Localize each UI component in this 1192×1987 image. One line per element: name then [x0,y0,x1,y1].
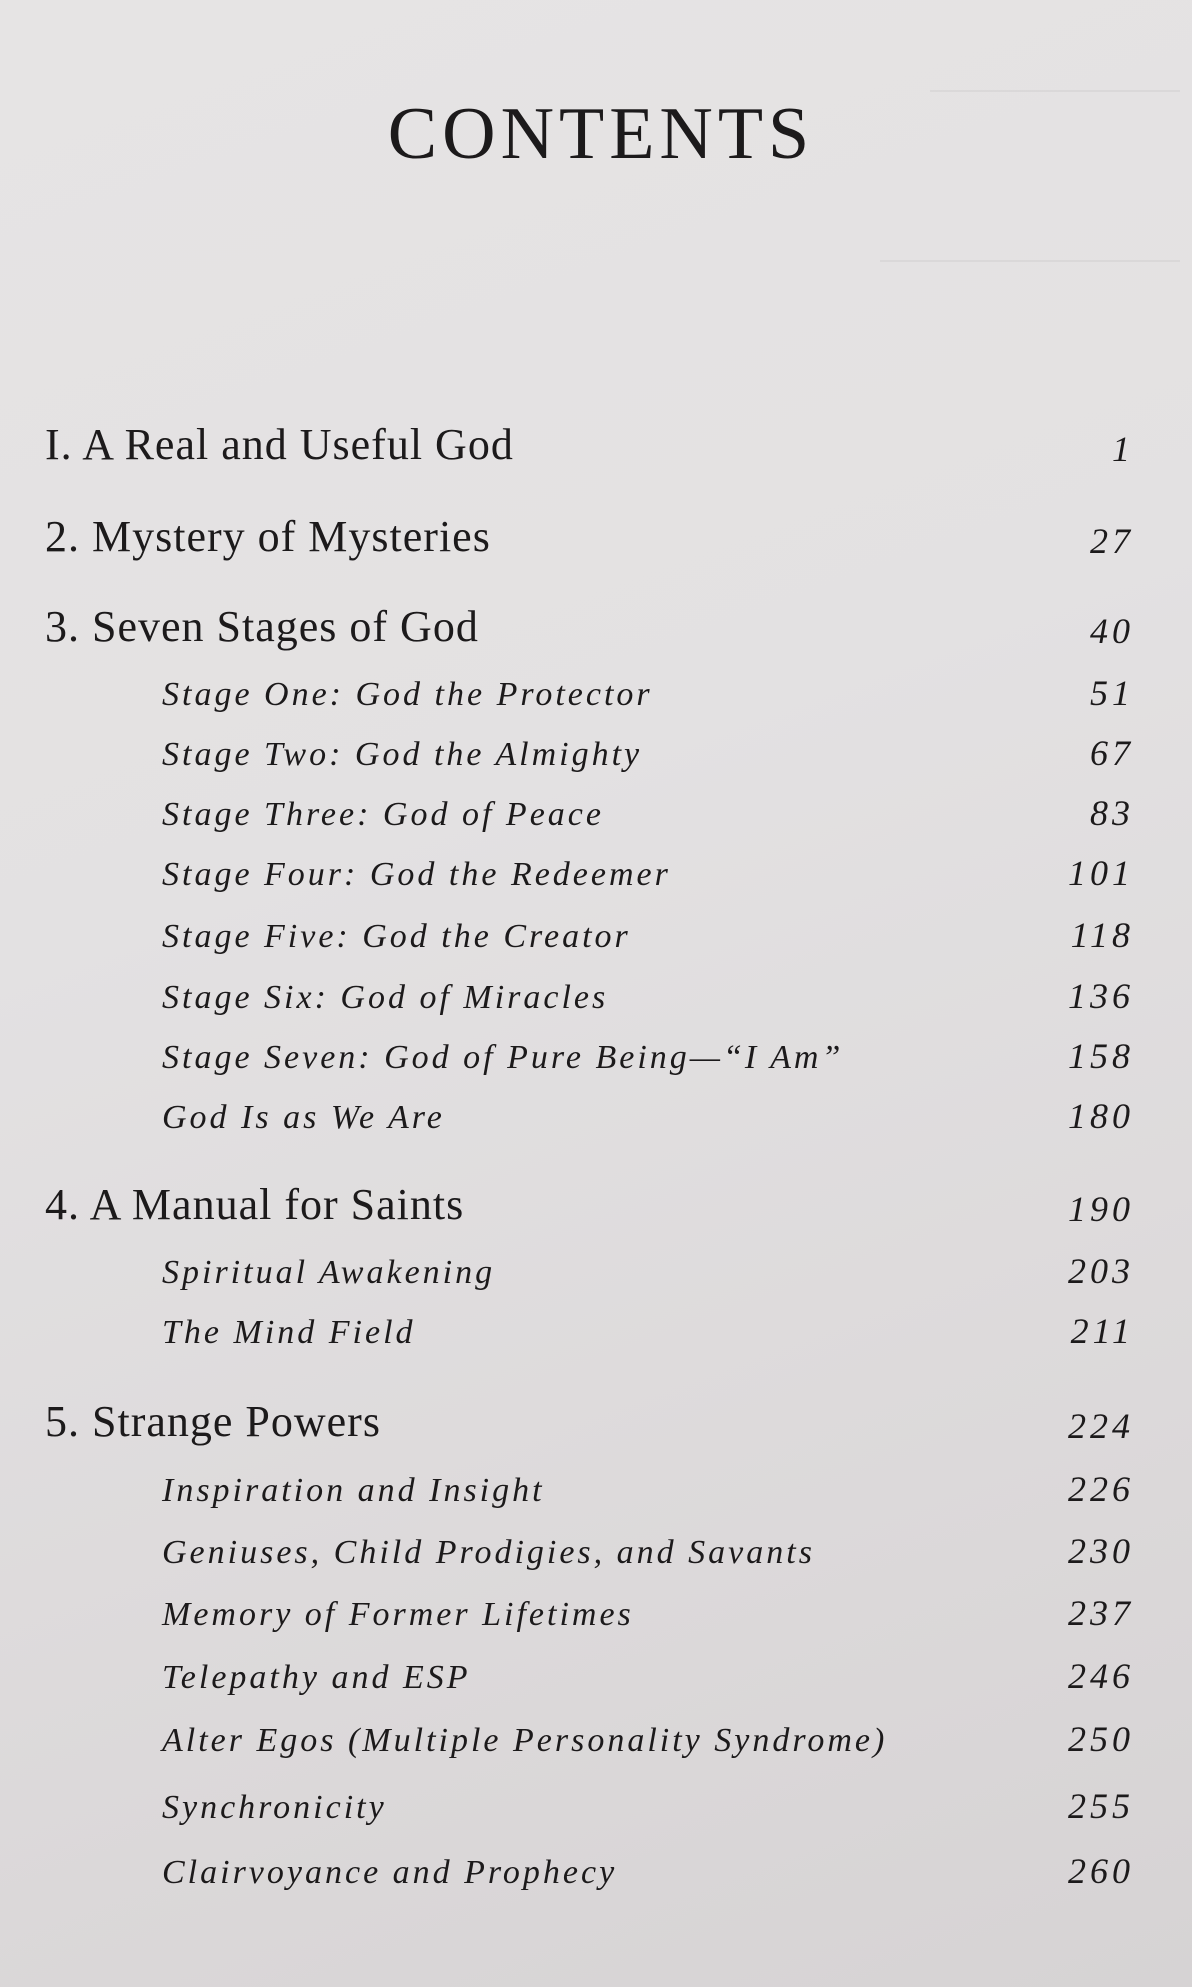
toc-section [0,1300,1192,1360]
page-number: 211 [1070,1311,1134,1351]
page-title: CONTENTS [387,93,815,175]
page-number: 224 [1068,1406,1134,1446]
toc-section [0,965,1192,1025]
toc-section [0,842,1192,902]
section-title: Telepathy and ESP [162,1659,471,1696]
section-title: Stage Two: God the Almighty [162,736,643,773]
page-number: 67 [1090,733,1134,773]
section-title: Synchronicity [162,1789,387,1826]
toc-section [0,1520,1192,1580]
section-title: Geniuses, Child Prodigies, and Savants [162,1534,815,1571]
section-title: Stage Four: God the Redeemer [162,856,671,893]
section-title: The Mind Field [162,1314,416,1351]
toc-section [0,1085,1192,1145]
page-number: 118 [1070,915,1134,955]
section-title: Stage Six: God of Miracles [162,979,609,1016]
toc-chapter [0,1395,1192,1455]
chapter-title: 2. Mystery of Mysteries [45,512,491,561]
section-title: Stage Three: God of Peace [162,796,604,833]
section-title: Inspiration and Insight [162,1472,545,1509]
toc-chapter [0,600,1192,660]
chapter-title: 4. A Manual for Saints [45,1180,465,1229]
section-title: Stage One: God the Protector [162,676,653,713]
chapter-title: 5. Strange Powers [45,1397,381,1446]
toc-chapter [0,418,1192,478]
page-number: 40 [1090,611,1134,651]
page-number: 250 [1068,1719,1134,1759]
toc-section [0,722,1192,782]
toc-section [0,1775,1192,1835]
toc-section [0,1708,1192,1768]
section-title: Spiritual Awakening [162,1254,496,1291]
toc-section [0,1458,1192,1518]
section-title: Clairvoyance and Prophecy [162,1854,618,1891]
page-number: 203 [1068,1251,1134,1291]
page-number: 237 [1068,1593,1134,1633]
section-title: Memory of Former Lifetimes [162,1596,634,1633]
page-number: 83 [1090,793,1134,833]
toc-section [0,662,1192,722]
section-title: Stage Seven: God of Pure Being—“I Am” [162,1039,844,1076]
section-title: God Is as We Are [162,1099,445,1136]
toc-section [0,1240,1192,1300]
page-number: 101 [1068,853,1134,893]
chapter-title: I. A Real and Useful God [45,420,514,469]
section-title: Alter Egos (Multiple Personality Syndrome) [162,1722,888,1759]
chapter-title: 3. Seven Stages of God [45,602,479,651]
toc-section [0,1582,1192,1642]
page-number: 255 [1068,1786,1134,1826]
toc-section [0,782,1192,842]
page-number: 158 [1068,1036,1134,1076]
toc-section [0,1025,1192,1085]
toc-section [0,1840,1192,1900]
page-number: 246 [1068,1656,1134,1696]
toc-chapter [0,510,1192,570]
page-number: 180 [1068,1096,1134,1136]
toc-chapter [0,1178,1192,1238]
page-number: 1 [1112,429,1134,469]
page-number: 190 [1068,1189,1134,1229]
page-number: 51 [1090,673,1134,713]
page-number: 27 [1090,521,1134,561]
page-number: 226 [1068,1469,1134,1509]
page-number: 136 [1068,976,1134,1016]
toc-section [0,1645,1192,1705]
section-title: Stage Five: God the Creator [162,918,631,955]
toc-section [0,904,1192,964]
page-number: 260 [1068,1851,1134,1891]
page-number: 230 [1068,1531,1134,1571]
